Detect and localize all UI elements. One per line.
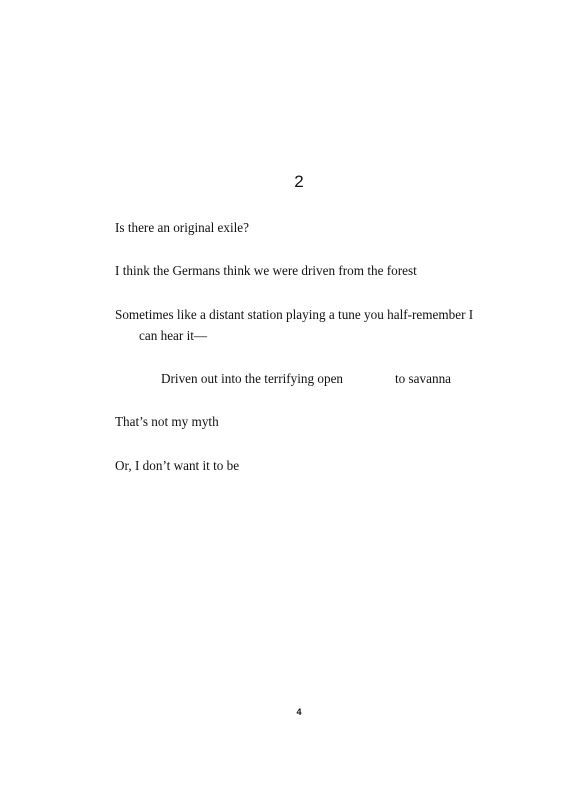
poem-line-3-continuation: can hear it— — [139, 328, 208, 343]
poem-line-4-part-1: Driven out into the terrifying open — [161, 371, 344, 386]
page-number: 4 — [296, 707, 302, 717]
poem-line-2: I think the Germans think we were driven from the forest — [115, 263, 417, 278]
poem-line-5: That’s not my myth — [115, 414, 219, 429]
poem-line-3: Sometimes like a distant station playing a tune you half-remember I — [115, 307, 474, 322]
section-number: 2 — [294, 172, 304, 191]
poem-line-4-part-2: to savanna — [395, 371, 452, 386]
poem-line-1: Is there an original exile? — [115, 220, 250, 235]
poem-line-6: Or, I don’t want it to be — [115, 458, 240, 473]
